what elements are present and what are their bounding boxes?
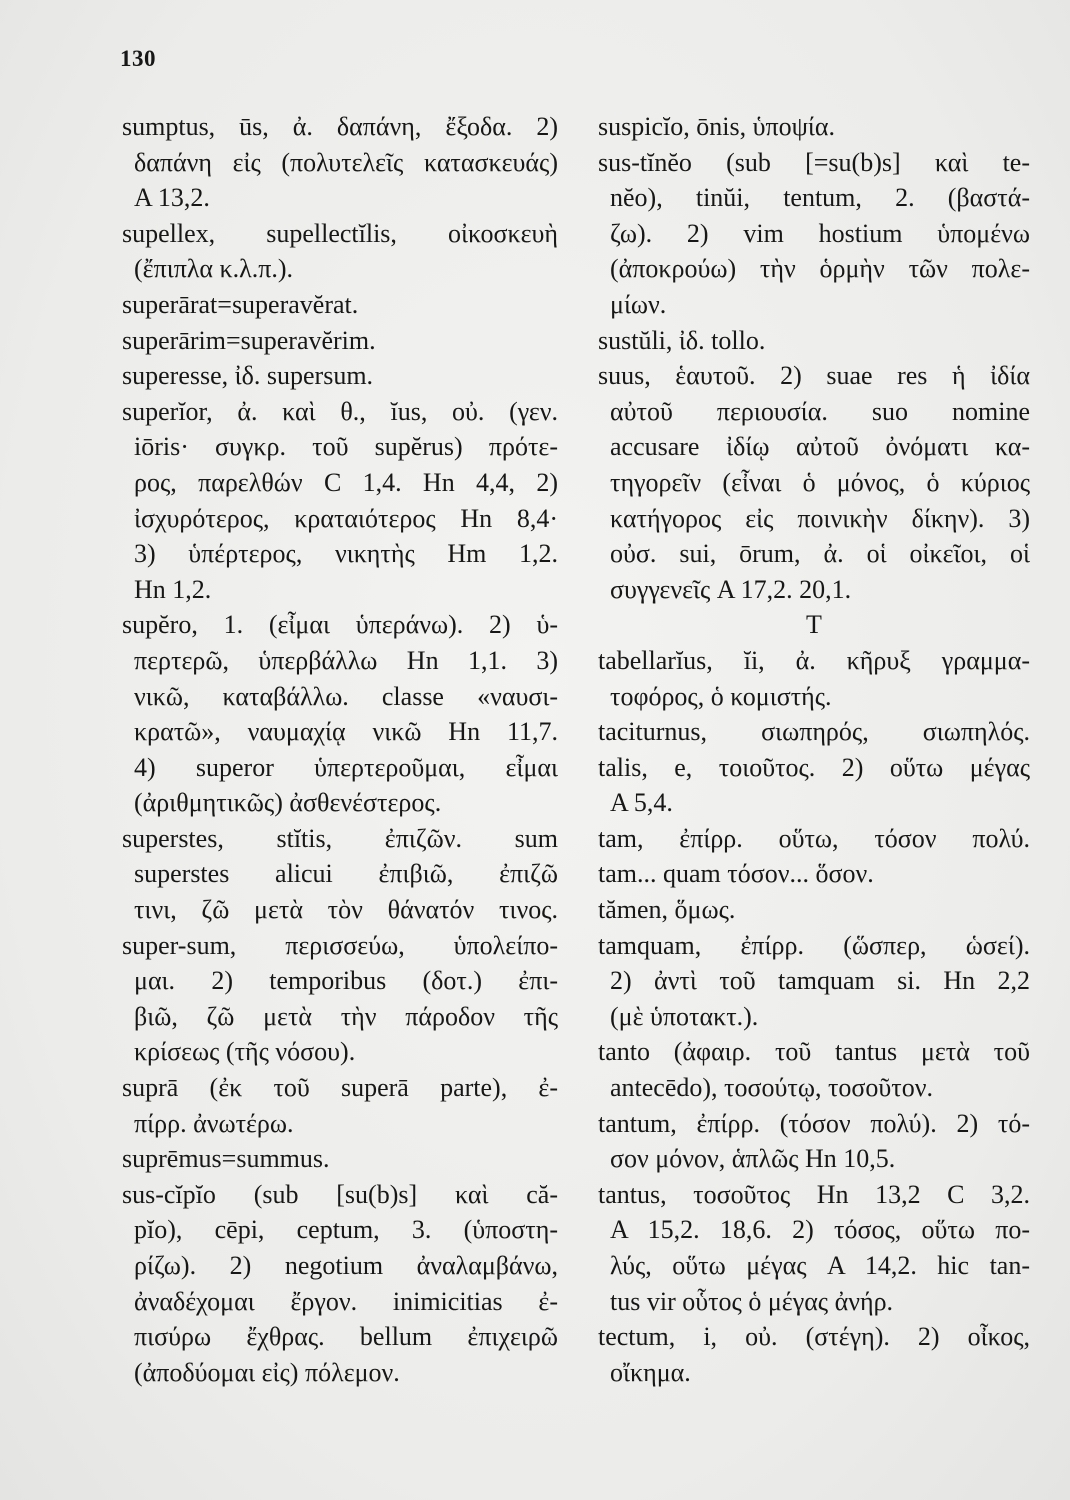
continuation-line: περτερῶ, ὑπερβάλλω Hn 1,1. 3) [134,645,558,675]
section-letter: T [806,610,822,640]
continuation-line: πίρρ. ἀνωτέρω. [134,1108,294,1138]
continuation-line: οἴκημα. [610,1357,691,1387]
entry-line: taciturnus, σιωπηρός, σιωπηλός. [598,717,1030,747]
continuation-line: ἀναδέχομαι ἔργον. inimicitias ἐ- [134,1286,558,1316]
entry-line: superesse, ἰδ. supersum. [122,361,374,391]
continuation-line: (μὲ ὑποτακτ.). [610,1001,759,1031]
entry-line: superārat=superavĕrat. [122,289,359,319]
continuation-line: αὐτοῦ περιουσία. suo nomine [610,396,1030,426]
entry-line: suprā (ἐκ τοῦ superā parte), ἐ- [122,1073,558,1103]
entry-line: superārim=superavĕrim. [122,325,376,355]
entry-line: suspicĭo, ōnis, ὑποψία. [598,112,835,141]
entry-line: tamquam, ἐπίρρ. (ὥσπερ, ὡσεί). [598,930,1030,960]
entry-line: tămen, ὅμως. [598,895,736,925]
entry-line: talis, e, τοιοῦτος. 2) οὕτω μέγας [598,752,1030,782]
right-column [598,109,1030,1390]
continuation-line: 2) ἀντὶ τοῦ tamquam si. Hn 2,2 [610,966,1030,996]
entry-line: tabellarĭus, ĭi, ἀ. κῆρυξ γραμμα- [598,645,1030,675]
entry-line: tectum, i, οὐ. (στέγη). 2) οἶκος, [598,1322,1030,1352]
continuation-line: pĭo), cēpi, ceptum, 3. (ὑποστη- [134,1215,558,1245]
continuation-line: ἰσχυρότερος, κραταιότερος Hn 8,4· [134,503,558,533]
continuation-line: τοφόρος, ὁ κομιστής. [610,681,832,711]
continuation-line: (ἀποκρούω) τὴν ὁρμὴν τῶν πολε- [610,254,1030,284]
continuation-line: κρίσεως (τῆς νόσου). [134,1037,356,1067]
entry-line: tantus, τοσοῦτος Hn 13,2 C 3,2. [598,1179,1030,1209]
continuation-line: (ἔπιπλα κ.λ.π.). [134,254,294,284]
entry-line: tam... quam τόσον... ὅσον. [598,859,874,889]
continuation-line: 3) ὑπέρτερος, νικητὴς Hm 1,2. [134,539,558,569]
entry-line: tam, ἐπίρρ. οὕτω, τόσον πολύ. [598,823,1030,853]
continuation-line: antecēdo), τοσούτῳ, τοσοῦτον. [610,1073,933,1103]
continuation-line: ρος, παρελθών C 1,4. Hn 4,4, 2) [134,467,558,497]
entry-line: tanto (ἀφαιρ. τοῦ tantus μετὰ τοῦ [598,1037,1030,1067]
entry-line: sustŭli, ἰδ. tollo. [598,325,766,355]
entry-line: superĭor, ἀ. καὶ θ., ĭus, οὐ. (γεν. [122,396,558,426]
continuation-line: Hn 1,2. [134,574,212,604]
left-column [122,109,558,1390]
continuation-line: πισύρω ἔχθρας. bellum ἐπιχειρῶ [134,1322,558,1352]
continuation-line: nĕo), tinŭi, tentum, 2. (βαστά- [610,183,1030,213]
continuation-line: συγγενεῖς A 17,2. 20,1. [610,574,852,604]
entry-line: supellex, supellectĭlis, οἰκοσκευὴ [122,218,558,248]
entry-line: superstes, stĭtis, ἐπιζῶν. sum [122,823,558,853]
entry-line: supĕro, 1. (εἶμαι ὑπεράνω). 2) ὑ- [122,610,558,640]
continuation-line: A 15,2. 18,6. 2) τόσος, οὕτω πο- [610,1215,1030,1245]
continuation-line: iōris· συγκρ. τοῦ supĕrus) πρότε- [134,432,558,462]
continuation-line: ρίζω). 2) negotium ἀναλαμβάνω, [134,1251,558,1280]
entry-line: super-sum, περισσεύω, ὑπολείπο- [122,930,558,960]
continuation-line: (ἀριθμητικῶς) ἀσθενέστερος. [134,788,442,818]
continuation-line: superstes alicui ἐπιβιῶ, ἐπιζῶ [134,859,558,889]
continuation-line: βιῶ, ζῶ μετὰ τὴν πάροδον τῆς [134,1001,558,1031]
continuation-line: A 5,4. [610,788,673,818]
continuation-line: accusare ἰδίῳ αὐτοῦ ὀνόματι κα- [610,432,1030,462]
page-number: 130 [120,46,156,71]
continuation-line: σον μόνον, ἁπλῶς Hn 10,5. [610,1144,896,1174]
entry-line: sus-cĭpĭo (sub [su(b)s] καὶ că- [122,1179,558,1209]
continuation-line: μαι. 2) temporibus (δοτ.) ἐπι- [134,966,558,996]
continuation-line: ζω). 2) vim hostium ὑπομένω [610,218,1030,248]
continuation-line: μίων. [610,289,667,319]
continuation-line: A 13,2. [134,183,210,213]
continuation-line: 4) superor ὑπερτεροῦμαι, εἶμαι [134,752,558,782]
continuation-line: δαπάνη εἰς (πολυτελεῖς κατασκευάς) [134,147,558,177]
continuation-line: τινι, ζῶ μετὰ τὸν θάνατόν τινος. [134,895,558,925]
entry-line: tantum, ἐπίρρ. (τόσον πολύ). 2) τό- [598,1108,1030,1138]
continuation-line: νικῶ, καταβάλλω. classe «ναυσι- [134,681,558,711]
continuation-line: (ἀποδύομαι εἰς) πόλεμον. [134,1357,400,1387]
entry-line: sumptus, ūs, ἀ. δαπάνη, ἔξοδα. 2) [122,112,558,141]
entry-line: sus-tĭnĕo (sub [=su(b)s] καὶ te- [598,147,1030,177]
continuation-line: λύς, οὕτω μέγας A 14,2. hic tan- [610,1251,1030,1280]
continuation-line: κρατῶ», ναυμαχίᾳ νικῶ Hn 11,7. [134,717,558,747]
entry-line: suprēmus=summus. [122,1144,330,1174]
continuation-line: κατήγορος εἰς ποινικὴν δίκην). 3) [610,503,1030,533]
continuation-line: tus vir οὗτος ὁ μέγας ἀνήρ. [610,1286,894,1316]
entry-line: suus, ἑαυτοῦ. 2) suae res ἡ ἰδία [598,361,1030,391]
continuation-line: οὐσ. sui, ōrum, ἀ. οἱ οἰκεῖοι, οἱ [610,539,1030,569]
continuation-line: τηγορεῖν (εἶναι ὁ μόνος, ὁ κύριος [610,467,1030,497]
